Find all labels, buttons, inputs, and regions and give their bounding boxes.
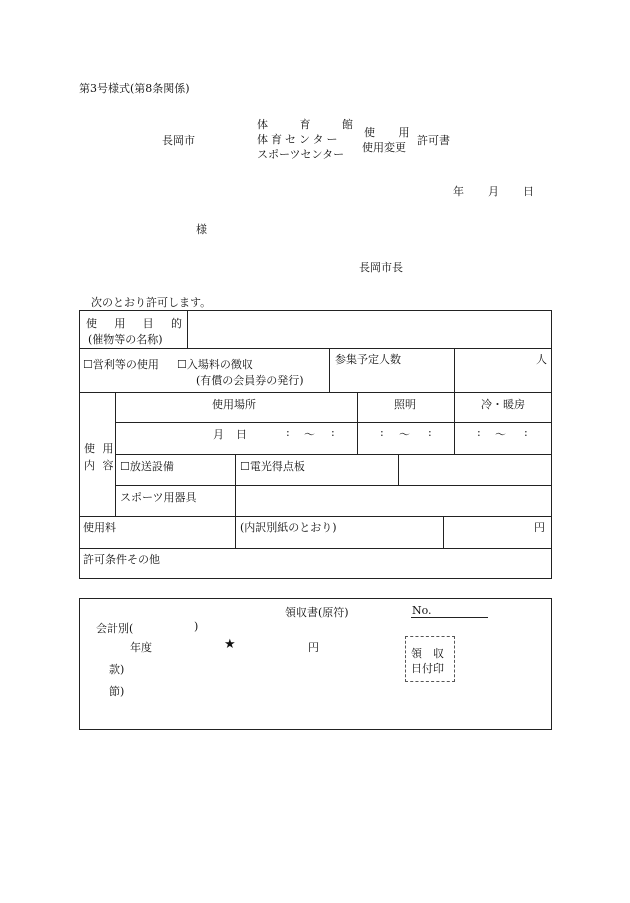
broadcast-checkbox[interactable]: ☐放送設備	[120, 460, 174, 473]
paid-ticket-note: (有償の会員券の発行)	[196, 374, 304, 387]
date-stamp-line-1: 領 収	[411, 647, 444, 660]
receipt-title: 領収書(原符)	[285, 606, 349, 619]
row-divider	[79, 348, 552, 349]
yen-label: 円	[308, 641, 319, 654]
conditions-label: 許可条件その他	[83, 553, 160, 566]
col-divider	[235, 454, 236, 548]
fee-label: 使用料	[83, 521, 116, 534]
facility-gym-char-1: 体	[257, 118, 268, 131]
permit-table	[79, 310, 552, 579]
aircon-colon-start: :	[477, 426, 481, 439]
lighting-tilde: 〜	[399, 428, 410, 441]
row-divider	[79, 392, 552, 393]
use-kind-change: 使用変更	[362, 141, 406, 154]
place-colon-start: :	[286, 426, 290, 439]
place-month: 月	[213, 428, 224, 441]
use-kind-use: 使 用	[364, 126, 420, 139]
col-divider	[443, 516, 444, 548]
row-divider	[115, 454, 552, 455]
aircon-colon-end: :	[524, 426, 528, 439]
receipt-number-label: No.	[412, 604, 432, 617]
kan-label: 款)	[109, 663, 125, 676]
place-day: 日	[236, 428, 247, 441]
date-day: 日	[523, 185, 534, 198]
recipient-suffix: 様	[196, 223, 207, 236]
lighting-colon-start: :	[380, 426, 384, 439]
receipt-number-underline	[411, 617, 488, 618]
purpose-char-4: 的	[170, 317, 182, 330]
col-divider	[329, 348, 330, 392]
row-divider	[79, 516, 552, 517]
purpose-char-1: 使	[86, 317, 97, 330]
admission-fee-checkbox[interactable]: ☐入場料の徴収	[177, 358, 253, 371]
fee-unit: 円	[534, 521, 545, 534]
fee-breakdown: (内訳別紙のとおり)	[240, 521, 337, 534]
purpose-char-2: 用	[114, 317, 126, 330]
facility-center: 体育センター	[257, 133, 341, 146]
purpose-sublabel: (催物等の名称)	[88, 333, 163, 346]
date-year: 年	[453, 185, 464, 198]
attendance-label: 参集予定人数	[335, 353, 401, 366]
account-close: )	[194, 620, 199, 633]
intro-text: 次のとおり許可します。	[91, 296, 212, 309]
place-label: 使用場所	[212, 398, 256, 411]
sports-equipment-label: スポーツ用器具	[120, 491, 197, 504]
account-label: 会計別(	[96, 622, 134, 635]
content-label-1: 使 用	[84, 442, 116, 455]
lighting-label: 照明	[394, 398, 416, 411]
attendance-unit: 人	[536, 353, 547, 366]
col-divider	[454, 348, 455, 392]
content-label-2: 内 容	[84, 459, 116, 472]
place-tilde: 〜	[304, 428, 315, 441]
city-name: 長岡市	[162, 134, 195, 147]
purpose-label	[86, 315, 182, 331]
col-divider	[357, 392, 358, 454]
date-month: 月	[488, 185, 499, 198]
fiscal-year-label: 年度	[130, 641, 152, 654]
col-divider	[187, 310, 188, 348]
date-stamp-line-2: 日付印	[411, 662, 444, 675]
aircon-label: 冷・暖房	[481, 398, 525, 411]
facility-gym	[257, 116, 353, 132]
col-divider	[398, 454, 399, 485]
scoreboard-checkbox[interactable]: ☐電光得点板	[240, 460, 305, 473]
row-divider	[79, 548, 552, 549]
issuer: 長岡市長	[359, 261, 403, 274]
star-icon: ★	[224, 637, 236, 652]
document-suffix: 許可書	[417, 134, 450, 147]
lighting-colon-end: :	[428, 426, 432, 439]
facility-sports-center: スポーツセンター	[257, 148, 345, 161]
setsu-label: 節)	[109, 685, 125, 698]
purpose-char-3: 目	[142, 317, 154, 330]
row-divider	[115, 485, 552, 486]
col-divider	[454, 392, 455, 454]
facility-gym-char-3: 館	[342, 118, 353, 131]
facility-gym-char-2: 育	[299, 118, 311, 131]
commercial-use-checkbox[interactable]: ☐営利等の使用	[83, 358, 159, 371]
aircon-tilde: 〜	[495, 428, 506, 441]
place-colon-end: :	[331, 426, 335, 439]
form-number: 第3号様式(第8条関係)	[79, 82, 190, 95]
purpose-field[interactable]	[190, 312, 548, 346]
row-divider	[115, 422, 552, 423]
